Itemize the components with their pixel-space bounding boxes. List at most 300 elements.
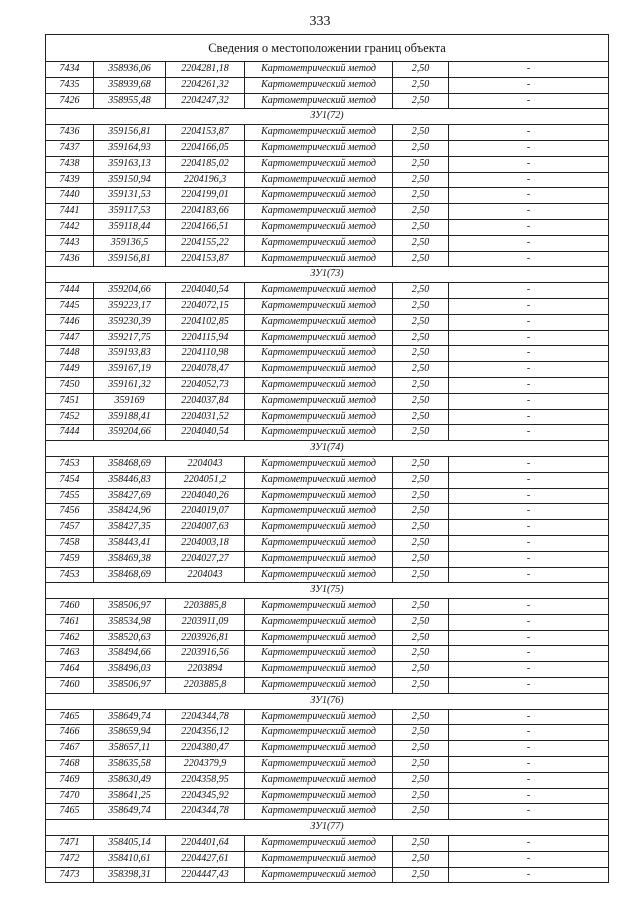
method-cell: Картометрический метод bbox=[245, 757, 393, 773]
note-cell: - bbox=[449, 851, 609, 867]
precision-cell: 2,50 bbox=[393, 393, 449, 409]
x-coordinate-cell: 358468,69 bbox=[94, 456, 166, 472]
x-coordinate-cell: 359223,17 bbox=[94, 298, 166, 314]
y-coordinate-cell: 2204027,27 bbox=[166, 551, 245, 567]
precision-cell: 2,50 bbox=[393, 772, 449, 788]
point-number-cell: 7445 bbox=[46, 298, 94, 314]
note-cell: - bbox=[449, 551, 609, 567]
section-header-row bbox=[46, 583, 609, 599]
note-cell: - bbox=[449, 709, 609, 725]
y-coordinate-cell: 2204051,2 bbox=[166, 472, 245, 488]
point-number-cell: 7435 bbox=[46, 77, 94, 93]
note-cell: - bbox=[449, 140, 609, 156]
table-row bbox=[46, 520, 609, 536]
y-coordinate-cell: 2204037,84 bbox=[166, 393, 245, 409]
table-row bbox=[46, 551, 609, 567]
point-number-cell: 7454 bbox=[46, 472, 94, 488]
point-number-cell: 7467 bbox=[46, 741, 94, 757]
note-cell: - bbox=[449, 804, 609, 820]
y-coordinate-cell: 2204281,18 bbox=[166, 62, 245, 78]
y-coordinate-cell: 2204358,95 bbox=[166, 772, 245, 788]
note-cell: - bbox=[449, 77, 609, 93]
x-coordinate-cell: 359150,94 bbox=[94, 172, 166, 188]
x-coordinate-cell: 358936,06 bbox=[94, 62, 166, 78]
x-coordinate-cell: 358659,94 bbox=[94, 725, 166, 741]
point-number-cell: 7469 bbox=[46, 772, 94, 788]
x-coordinate-cell: 358494,66 bbox=[94, 646, 166, 662]
table-row bbox=[46, 757, 609, 773]
x-coordinate-cell: 358427,69 bbox=[94, 488, 166, 504]
note-cell: - bbox=[449, 330, 609, 346]
precision-cell: 2,50 bbox=[393, 409, 449, 425]
table-row bbox=[46, 725, 609, 741]
section-header-row bbox=[46, 267, 609, 283]
note-cell: - bbox=[449, 678, 609, 694]
section-label: ЗУ1(75) bbox=[46, 583, 609, 599]
precision-cell: 2,50 bbox=[393, 709, 449, 725]
method-cell: Картометрический метод bbox=[245, 409, 393, 425]
table-row bbox=[46, 678, 609, 694]
y-coordinate-cell: 2204344,78 bbox=[166, 709, 245, 725]
x-coordinate-cell: 359156,81 bbox=[94, 125, 166, 141]
note-cell: - bbox=[449, 314, 609, 330]
method-cell: Картометрический метод bbox=[245, 646, 393, 662]
point-number-cell: 7466 bbox=[46, 725, 94, 741]
precision-cell: 2,50 bbox=[393, 425, 449, 441]
note-cell: - bbox=[449, 298, 609, 314]
table-row bbox=[46, 330, 609, 346]
method-cell: Картометрический метод bbox=[245, 804, 393, 820]
y-coordinate-cell: 2204155,22 bbox=[166, 235, 245, 251]
note-cell: - bbox=[449, 788, 609, 804]
method-cell: Картометрический метод bbox=[245, 425, 393, 441]
section-label: ЗУ1(73) bbox=[46, 267, 609, 283]
table-row bbox=[46, 156, 609, 172]
note-cell: - bbox=[449, 836, 609, 852]
table-row bbox=[46, 283, 609, 299]
y-coordinate-cell: 2204110,98 bbox=[166, 346, 245, 362]
table-row bbox=[46, 662, 609, 678]
y-coordinate-cell: 2204153,87 bbox=[166, 251, 245, 267]
point-number-cell: 7434 bbox=[46, 62, 94, 78]
method-cell: Картометрический метод bbox=[245, 567, 393, 583]
point-number-cell: 7458 bbox=[46, 535, 94, 551]
x-coordinate-cell: 359164,93 bbox=[94, 140, 166, 156]
table-row bbox=[46, 298, 609, 314]
method-cell: Картометрический метод bbox=[245, 235, 393, 251]
table-row bbox=[46, 535, 609, 551]
y-coordinate-cell: 2204043 bbox=[166, 456, 245, 472]
x-coordinate-cell: 358657,11 bbox=[94, 741, 166, 757]
note-cell: - bbox=[449, 393, 609, 409]
note-cell: - bbox=[449, 630, 609, 646]
x-coordinate-cell: 359169 bbox=[94, 393, 166, 409]
x-coordinate-cell: 358446,83 bbox=[94, 472, 166, 488]
table-row bbox=[46, 788, 609, 804]
y-coordinate-cell: 2204078,47 bbox=[166, 362, 245, 378]
point-number-cell: 7448 bbox=[46, 346, 94, 362]
point-number-cell: 7460 bbox=[46, 599, 94, 615]
precision-cell: 2,50 bbox=[393, 757, 449, 773]
note-cell: - bbox=[449, 772, 609, 788]
method-cell: Картометрический метод bbox=[245, 472, 393, 488]
method-cell: Картометрический метод bbox=[245, 283, 393, 299]
point-number-cell: 7465 bbox=[46, 804, 94, 820]
note-cell: - bbox=[449, 172, 609, 188]
precision-cell: 2,50 bbox=[393, 520, 449, 536]
point-number-cell: 7444 bbox=[46, 425, 94, 441]
table-row bbox=[46, 409, 609, 425]
method-cell: Картометрический метод bbox=[245, 172, 393, 188]
point-number-cell: 7473 bbox=[46, 867, 94, 883]
point-number-cell: 7453 bbox=[46, 567, 94, 583]
note-cell: - bbox=[449, 188, 609, 204]
table-row bbox=[46, 62, 609, 78]
method-cell: Картометрический метод bbox=[245, 362, 393, 378]
point-number-cell: 7457 bbox=[46, 520, 94, 536]
precision-cell: 2,50 bbox=[393, 836, 449, 852]
x-coordinate-cell: 359167,19 bbox=[94, 362, 166, 378]
method-cell: Картометрический метод bbox=[245, 520, 393, 536]
y-coordinate-cell: 2204153,87 bbox=[166, 125, 245, 141]
table-row bbox=[46, 646, 609, 662]
point-number-cell: 7447 bbox=[46, 330, 94, 346]
table-row bbox=[46, 314, 609, 330]
table-row bbox=[46, 251, 609, 267]
y-coordinate-cell: 2204166,05 bbox=[166, 140, 245, 156]
section-header-row bbox=[46, 441, 609, 457]
x-coordinate-cell: 359230,39 bbox=[94, 314, 166, 330]
method-cell: Картометрический метод bbox=[245, 330, 393, 346]
note-cell: - bbox=[449, 757, 609, 773]
x-coordinate-cell: 358410,61 bbox=[94, 851, 166, 867]
x-coordinate-cell: 359163,13 bbox=[94, 156, 166, 172]
x-coordinate-cell: 358630,49 bbox=[94, 772, 166, 788]
precision-cell: 2,50 bbox=[393, 188, 449, 204]
precision-cell: 2,50 bbox=[393, 535, 449, 551]
method-cell: Картометрический метод bbox=[245, 219, 393, 235]
point-number-cell: 7455 bbox=[46, 488, 94, 504]
method-cell: Картометрический метод bbox=[245, 551, 393, 567]
table-row bbox=[46, 204, 609, 220]
precision-cell: 2,50 bbox=[393, 867, 449, 883]
section-header-row bbox=[46, 693, 609, 709]
table-row bbox=[46, 709, 609, 725]
precision-cell: 2,50 bbox=[393, 678, 449, 694]
y-coordinate-cell: 2204031,52 bbox=[166, 409, 245, 425]
x-coordinate-cell: 358427,35 bbox=[94, 520, 166, 536]
point-number-cell: 7426 bbox=[46, 93, 94, 109]
method-cell: Картометрический метод bbox=[245, 377, 393, 393]
method-cell: Картометрический метод bbox=[245, 535, 393, 551]
method-cell: Картометрический метод bbox=[245, 504, 393, 520]
precision-cell: 2,50 bbox=[393, 788, 449, 804]
section-label: ЗУ1(77) bbox=[46, 820, 609, 836]
table-row bbox=[46, 741, 609, 757]
note-cell: - bbox=[449, 614, 609, 630]
y-coordinate-cell: 2204040,26 bbox=[166, 488, 245, 504]
method-cell: Картометрический метод bbox=[245, 772, 393, 788]
x-coordinate-cell: 358939,68 bbox=[94, 77, 166, 93]
method-cell: Картометрический метод bbox=[245, 393, 393, 409]
x-coordinate-cell: 359204,66 bbox=[94, 283, 166, 299]
y-coordinate-cell: 2204115,94 bbox=[166, 330, 245, 346]
y-coordinate-cell: 2204427,61 bbox=[166, 851, 245, 867]
point-number-cell: 7443 bbox=[46, 235, 94, 251]
point-number-cell: 7456 bbox=[46, 504, 94, 520]
table-row bbox=[46, 235, 609, 251]
method-cell: Картометрический метод bbox=[245, 599, 393, 615]
y-coordinate-cell: 2204344,78 bbox=[166, 804, 245, 820]
note-cell: - bbox=[449, 662, 609, 678]
precision-cell: 2,50 bbox=[393, 614, 449, 630]
precision-cell: 2,50 bbox=[393, 567, 449, 583]
point-number-cell: 7439 bbox=[46, 172, 94, 188]
table-row bbox=[46, 219, 609, 235]
note-cell: - bbox=[449, 472, 609, 488]
point-number-cell: 7440 bbox=[46, 188, 94, 204]
note-cell: - bbox=[449, 156, 609, 172]
y-coordinate-cell: 2204072,15 bbox=[166, 298, 245, 314]
x-coordinate-cell: 359136,5 bbox=[94, 235, 166, 251]
point-number-cell: 7453 bbox=[46, 456, 94, 472]
point-number-cell: 7451 bbox=[46, 393, 94, 409]
precision-cell: 2,50 bbox=[393, 298, 449, 314]
table-title: Сведения о местоположении границ объекта bbox=[46, 35, 609, 62]
point-number-cell: 7436 bbox=[46, 125, 94, 141]
table-row bbox=[46, 346, 609, 362]
precision-cell: 2,50 bbox=[393, 251, 449, 267]
x-coordinate-cell: 359117,53 bbox=[94, 204, 166, 220]
note-cell: - bbox=[449, 425, 609, 441]
table-row bbox=[46, 836, 609, 852]
note-cell: - bbox=[449, 219, 609, 235]
note-cell: - bbox=[449, 235, 609, 251]
y-coordinate-cell: 2204007,63 bbox=[166, 520, 245, 536]
method-cell: Картометрический метод bbox=[245, 851, 393, 867]
x-coordinate-cell: 358506,97 bbox=[94, 678, 166, 694]
y-coordinate-cell: 2204040,54 bbox=[166, 283, 245, 299]
point-number-cell: 7464 bbox=[46, 662, 94, 678]
section-label: ЗУ1(76) bbox=[46, 693, 609, 709]
table-row bbox=[46, 488, 609, 504]
precision-cell: 2,50 bbox=[393, 646, 449, 662]
method-cell: Картометрический метод bbox=[245, 488, 393, 504]
note-cell: - bbox=[449, 504, 609, 520]
precision-cell: 2,50 bbox=[393, 456, 449, 472]
point-number-cell: 7444 bbox=[46, 283, 94, 299]
method-cell: Картометрический метод bbox=[245, 662, 393, 678]
point-number-cell: 7452 bbox=[46, 409, 94, 425]
note-cell: - bbox=[449, 62, 609, 78]
x-coordinate-cell: 359204,66 bbox=[94, 425, 166, 441]
y-coordinate-cell: 2204356,12 bbox=[166, 725, 245, 741]
point-number-cell: 7446 bbox=[46, 314, 94, 330]
precision-cell: 2,50 bbox=[393, 504, 449, 520]
note-cell: - bbox=[449, 125, 609, 141]
table-row bbox=[46, 851, 609, 867]
method-cell: Картометрический метод bbox=[245, 298, 393, 314]
table-row bbox=[46, 456, 609, 472]
x-coordinate-cell: 359217,75 bbox=[94, 330, 166, 346]
method-cell: Картометрический метод bbox=[245, 741, 393, 757]
method-cell: Картометрический метод bbox=[245, 93, 393, 109]
method-cell: Картометрический метод bbox=[245, 188, 393, 204]
precision-cell: 2,50 bbox=[393, 551, 449, 567]
precision-cell: 2,50 bbox=[393, 172, 449, 188]
y-coordinate-cell: 2204447,43 bbox=[166, 867, 245, 883]
method-cell: Картометрический метод bbox=[245, 62, 393, 78]
note-cell: - bbox=[449, 741, 609, 757]
note-cell: - bbox=[449, 867, 609, 883]
precision-cell: 2,50 bbox=[393, 488, 449, 504]
y-coordinate-cell: 2204247,32 bbox=[166, 93, 245, 109]
point-number-cell: 7459 bbox=[46, 551, 94, 567]
note-cell: - bbox=[449, 456, 609, 472]
x-coordinate-cell: 358405,14 bbox=[94, 836, 166, 852]
precision-cell: 2,50 bbox=[393, 662, 449, 678]
point-number-cell: 7460 bbox=[46, 678, 94, 694]
x-coordinate-cell: 358443,41 bbox=[94, 535, 166, 551]
x-coordinate-cell: 359131,53 bbox=[94, 188, 166, 204]
method-cell: Картометрический метод bbox=[245, 630, 393, 646]
precision-cell: 2,50 bbox=[393, 851, 449, 867]
x-coordinate-cell: 358534,98 bbox=[94, 614, 166, 630]
precision-cell: 2,50 bbox=[393, 219, 449, 235]
note-cell: - bbox=[449, 535, 609, 551]
y-coordinate-cell: 2204043 bbox=[166, 567, 245, 583]
point-number-cell: 7438 bbox=[46, 156, 94, 172]
y-coordinate-cell: 2203885,8 bbox=[166, 599, 245, 615]
precision-cell: 2,50 bbox=[393, 630, 449, 646]
point-number-cell: 7436 bbox=[46, 251, 94, 267]
table-row bbox=[46, 567, 609, 583]
precision-cell: 2,50 bbox=[393, 330, 449, 346]
y-coordinate-cell: 2204166,51 bbox=[166, 219, 245, 235]
section-header-row bbox=[46, 109, 609, 125]
table-row bbox=[46, 804, 609, 820]
method-cell: Картометрический метод bbox=[245, 204, 393, 220]
precision-cell: 2,50 bbox=[393, 62, 449, 78]
point-number-cell: 7465 bbox=[46, 709, 94, 725]
point-number-cell: 7441 bbox=[46, 204, 94, 220]
point-number-cell: 7468 bbox=[46, 757, 94, 773]
table-row bbox=[46, 377, 609, 393]
note-cell: - bbox=[449, 377, 609, 393]
x-coordinate-cell: 359161,32 bbox=[94, 377, 166, 393]
table-row bbox=[46, 504, 609, 520]
precision-cell: 2,50 bbox=[393, 725, 449, 741]
y-coordinate-cell: 2203916,56 bbox=[166, 646, 245, 662]
table-row bbox=[46, 93, 609, 109]
section-label: ЗУ1(72) bbox=[46, 109, 609, 125]
method-cell: Картометрический метод bbox=[245, 251, 393, 267]
x-coordinate-cell: 358469,38 bbox=[94, 551, 166, 567]
table-row bbox=[46, 125, 609, 141]
y-coordinate-cell: 2204040,54 bbox=[166, 425, 245, 441]
table-body bbox=[46, 35, 609, 883]
y-coordinate-cell: 2204102,85 bbox=[166, 314, 245, 330]
note-cell: - bbox=[449, 567, 609, 583]
point-number-cell: 7442 bbox=[46, 219, 94, 235]
method-cell: Картометрический метод bbox=[245, 614, 393, 630]
method-cell: Картометрический метод bbox=[245, 125, 393, 141]
table-row bbox=[46, 140, 609, 156]
section-header-row bbox=[46, 820, 609, 836]
table-row bbox=[46, 867, 609, 883]
method-cell: Картометрический метод bbox=[245, 77, 393, 93]
table-row bbox=[46, 599, 609, 615]
precision-cell: 2,50 bbox=[393, 77, 449, 93]
x-coordinate-cell: 358468,69 bbox=[94, 567, 166, 583]
y-coordinate-cell: 2204261,32 bbox=[166, 77, 245, 93]
note-cell: - bbox=[449, 283, 609, 299]
precision-cell: 2,50 bbox=[393, 804, 449, 820]
table-row bbox=[46, 188, 609, 204]
y-coordinate-cell: 2204199,01 bbox=[166, 188, 245, 204]
point-number-cell: 7471 bbox=[46, 836, 94, 852]
precision-cell: 2,50 bbox=[393, 314, 449, 330]
table-row bbox=[46, 393, 609, 409]
method-cell: Картометрический метод bbox=[245, 788, 393, 804]
point-number-cell: 7470 bbox=[46, 788, 94, 804]
precision-cell: 2,50 bbox=[393, 283, 449, 299]
point-number-cell: 7437 bbox=[46, 140, 94, 156]
table-row bbox=[46, 425, 609, 441]
y-coordinate-cell: 2203911,09 bbox=[166, 614, 245, 630]
point-number-cell: 7449 bbox=[46, 362, 94, 378]
boundary-coordinates-table bbox=[45, 34, 609, 883]
point-number-cell: 7450 bbox=[46, 377, 94, 393]
method-cell: Картометрический метод bbox=[245, 156, 393, 172]
x-coordinate-cell: 358506,97 bbox=[94, 599, 166, 615]
point-number-cell: 7462 bbox=[46, 630, 94, 646]
section-label: ЗУ1(74) bbox=[46, 441, 609, 457]
method-cell: Картометрический метод bbox=[245, 709, 393, 725]
point-number-cell: 7472 bbox=[46, 851, 94, 867]
y-coordinate-cell: 2204019,07 bbox=[166, 504, 245, 520]
precision-cell: 2,50 bbox=[393, 93, 449, 109]
table-row bbox=[46, 472, 609, 488]
y-coordinate-cell: 2204379,9 bbox=[166, 757, 245, 773]
precision-cell: 2,50 bbox=[393, 377, 449, 393]
table-title-row bbox=[46, 35, 609, 62]
table-row bbox=[46, 77, 609, 93]
page-number: 333 bbox=[309, 14, 331, 29]
note-cell: - bbox=[449, 93, 609, 109]
note-cell: - bbox=[449, 204, 609, 220]
note-cell: - bbox=[449, 409, 609, 425]
y-coordinate-cell: 2203885,8 bbox=[166, 678, 245, 694]
precision-cell: 2,50 bbox=[393, 140, 449, 156]
x-coordinate-cell: 358424,96 bbox=[94, 504, 166, 520]
x-coordinate-cell: 358649,74 bbox=[94, 804, 166, 820]
x-coordinate-cell: 358398,31 bbox=[94, 867, 166, 883]
point-number-cell: 7463 bbox=[46, 646, 94, 662]
note-cell: - bbox=[449, 599, 609, 615]
y-coordinate-cell: 2204003,18 bbox=[166, 535, 245, 551]
precision-cell: 2,50 bbox=[393, 125, 449, 141]
precision-cell: 2,50 bbox=[393, 599, 449, 615]
x-coordinate-cell: 358955,48 bbox=[94, 93, 166, 109]
note-cell: - bbox=[449, 646, 609, 662]
method-cell: Картометрический метод bbox=[245, 836, 393, 852]
precision-cell: 2,50 bbox=[393, 741, 449, 757]
precision-cell: 2,50 bbox=[393, 235, 449, 251]
precision-cell: 2,50 bbox=[393, 346, 449, 362]
method-cell: Картометрический метод bbox=[245, 725, 393, 741]
method-cell: Картометрический метод bbox=[245, 314, 393, 330]
